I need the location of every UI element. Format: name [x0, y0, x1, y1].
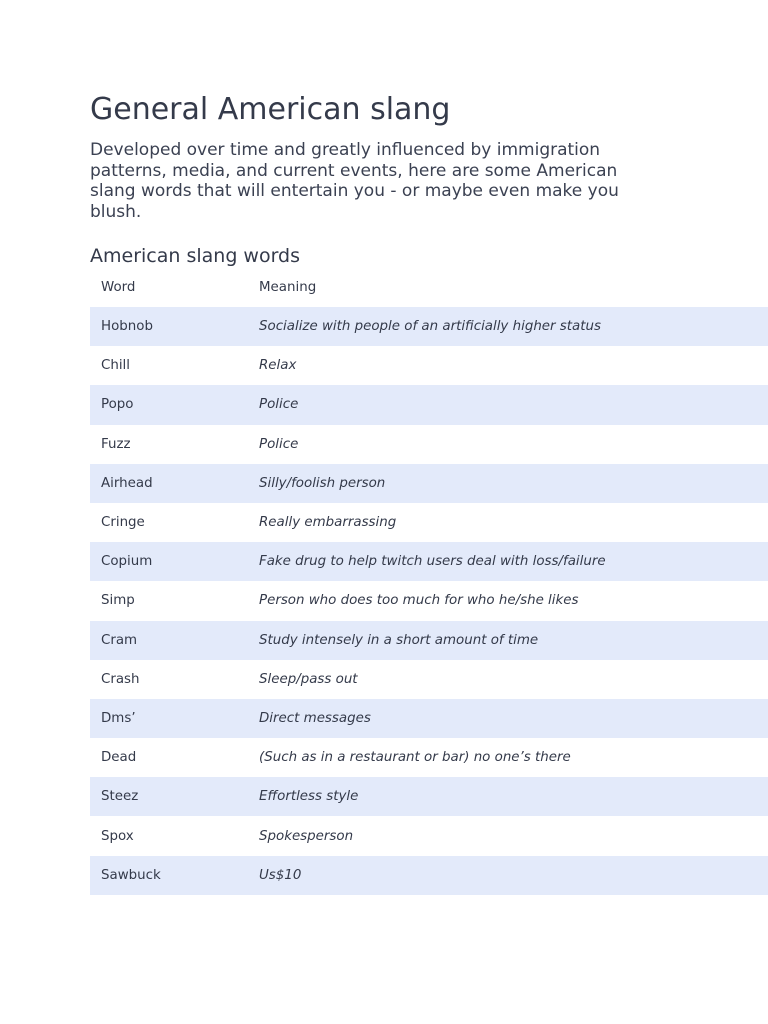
slang-word: Copium: [101, 554, 153, 570]
slang-word: Crash: [101, 671, 140, 687]
slang-word: Chill: [101, 358, 130, 374]
table-row: [90, 464, 768, 503]
table-row: [90, 307, 768, 346]
slang-meaning: Relax: [259, 358, 297, 374]
slang-word: Popo: [101, 397, 134, 413]
slang-meaning: Police: [259, 397, 299, 413]
table-row: [90, 425, 768, 464]
slang-meaning: Police: [259, 436, 299, 452]
table-body: [90, 307, 768, 895]
table-row: [90, 542, 768, 581]
slang-meaning: (Such as in a restaurant or bar) no one’s there: [259, 750, 571, 766]
slang-word: Spox: [101, 828, 134, 844]
slang-word: Hobnob: [101, 319, 153, 335]
slang-meaning: Sleep/pass out: [259, 671, 358, 687]
table-row: [90, 816, 768, 855]
table-row: [90, 581, 768, 620]
table-row: [90, 621, 768, 660]
table-row: [90, 385, 768, 424]
slang-meaning: Silly/foolish person: [259, 475, 386, 491]
intro-paragraph: Developed over time and greatly influenced by immigration patterns, media, and current events, here are some American slang words that will entertain you - or maybe even make you blush.: [90, 140, 619, 222]
slang-table: [90, 268, 768, 895]
table-row: [90, 346, 768, 385]
slang-word: Dead: [101, 750, 137, 766]
column-header-meaning: Meaning: [259, 280, 317, 295]
slang-word: Cram: [101, 632, 138, 648]
slang-word: Sawbuck: [101, 867, 161, 883]
slang-meaning: Us$10: [259, 867, 302, 883]
slang-word: Dms’: [101, 710, 136, 726]
slang-meaning: Fake drug to help twitch users deal with loss/failure: [259, 554, 606, 570]
table-row: [90, 777, 768, 816]
table-row: [90, 503, 768, 542]
slang-word: Fuzz: [101, 436, 131, 452]
slang-word: Cringe: [101, 515, 145, 531]
slang-word: Simp: [101, 593, 135, 609]
slang-word: Airhead: [101, 475, 153, 491]
table-header-row: [90, 268, 768, 307]
slang-word: Steez: [101, 789, 139, 805]
table-row: [90, 699, 768, 738]
slang-meaning: Effortless style: [259, 789, 359, 805]
table-heading: American slang words: [90, 245, 301, 267]
slang-meaning: Direct messages: [259, 710, 371, 726]
table-row: [90, 660, 768, 699]
slang-meaning: Really embarrassing: [259, 515, 397, 531]
slang-meaning: Spokesperson: [259, 828, 354, 844]
slang-meaning: Study intensely in a short amount of time: [259, 632, 539, 648]
table-row: [90, 738, 768, 777]
page-title: General American slang: [90, 92, 451, 127]
slang-meaning: Socialize with people of an artificially higher status: [259, 319, 601, 335]
table-row: [90, 856, 768, 895]
slang-meaning: Person who does too much for who he/she likes: [259, 593, 579, 609]
column-header-word: Word: [101, 280, 136, 295]
